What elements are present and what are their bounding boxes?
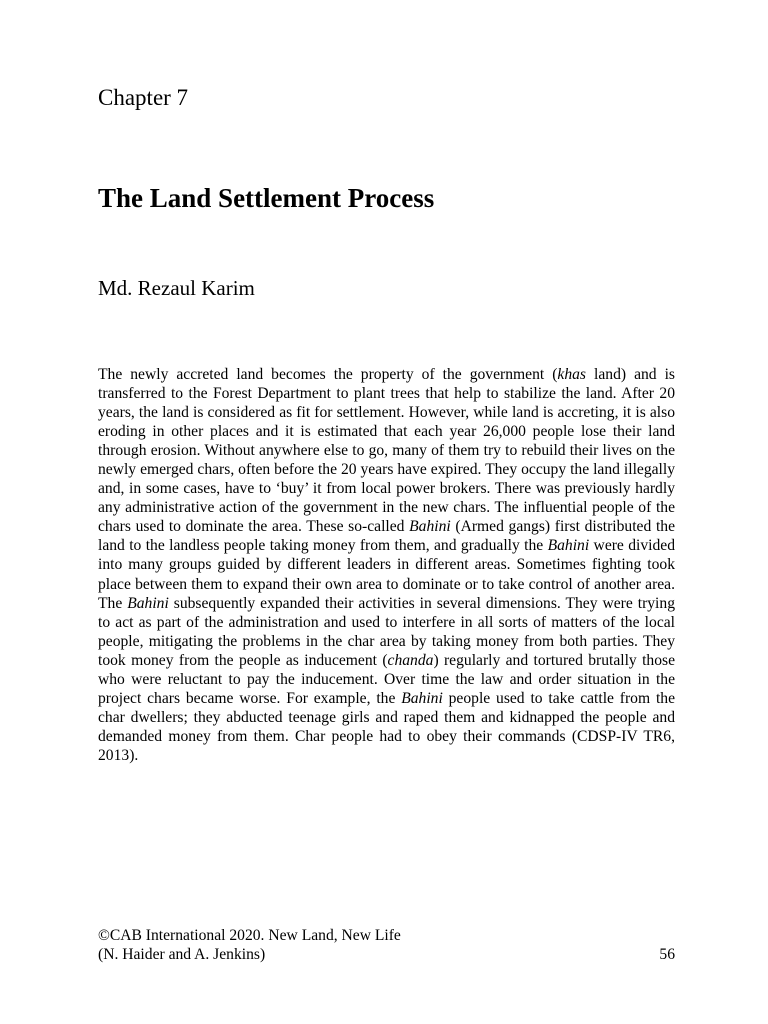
italic-term: Bahini [401,689,443,707]
body-text-segment: land) and is transferred to the Forest Department to plant trees that help to stabilize the land. After 20 years, the land is considered as fit for settlement. However, while land is accreting, it is also eroding in other places and it is estimated that each year 26,000 people lose their land through erosion. Without anywhere else to go, many of them try to rebuild their lives on the newly emerged chars, often before the 20 years have expired. They occupy the land illegally and, in some cases, have to ‘buy’ it from local power brokers. There was previously hardly any administrative action of the government in the new chars. The influential people of the chars used to dominate the area. These so-called [98,366,675,536]
body-text-segment: subsequently expanded their activities in several dimensions. They were trying to act as part of the administration and used to interfere in all sorts of matters of the local people, mitigating the problems in the char area by taking money from both parties. They took money from the people as inducement ( [98,594,675,669]
editors-line: (N. Haider and A. Jenkins) [98,946,266,963]
italic-term: Bahini [127,594,169,612]
chapter-title: The Land Settlement Process [98,183,435,213]
body-text-segment: were divided into many groups guided by different leaders in different areas. Sometimes fighting took place between them to expand their own area to dominate or to take control of another area. The [98,537,676,612]
italic-term: Bahini [547,537,590,555]
italic-term: khas [557,366,586,383]
page-footer [98,926,675,964]
body-text-segment: ) regularly and tortured brutally those who were reluctant to pay the inducement. Over time the law and order situation in the project chars became worse. For example, the [98,651,675,707]
chapter-label: Chapter 7 [98,85,189,110]
italic-term: chanda [387,651,434,669]
body-text-segment: (Armed gangs) first distributed the land to the landless people taking money from them, and gradually the [98,518,675,555]
page-number: 56 [659,946,675,963]
body-text-segment: The newly accreted land becomes the property of the government ( [98,366,558,383]
copyright-line: ©CAB International 2020. New Land, New Life [98,927,401,944]
body-paragraph [98,365,675,765]
italic-term: Bahini [409,518,451,536]
author-name: Md. Rezaul Karim [98,276,255,300]
body-text-segment: people used to take cattle from the char dwellers; they abducted teenage girls and raped them and kidnapped the people and demanded money from them. Char people had to obey their commands (CDSP-IV TR6, 2013). [98,689,675,764]
